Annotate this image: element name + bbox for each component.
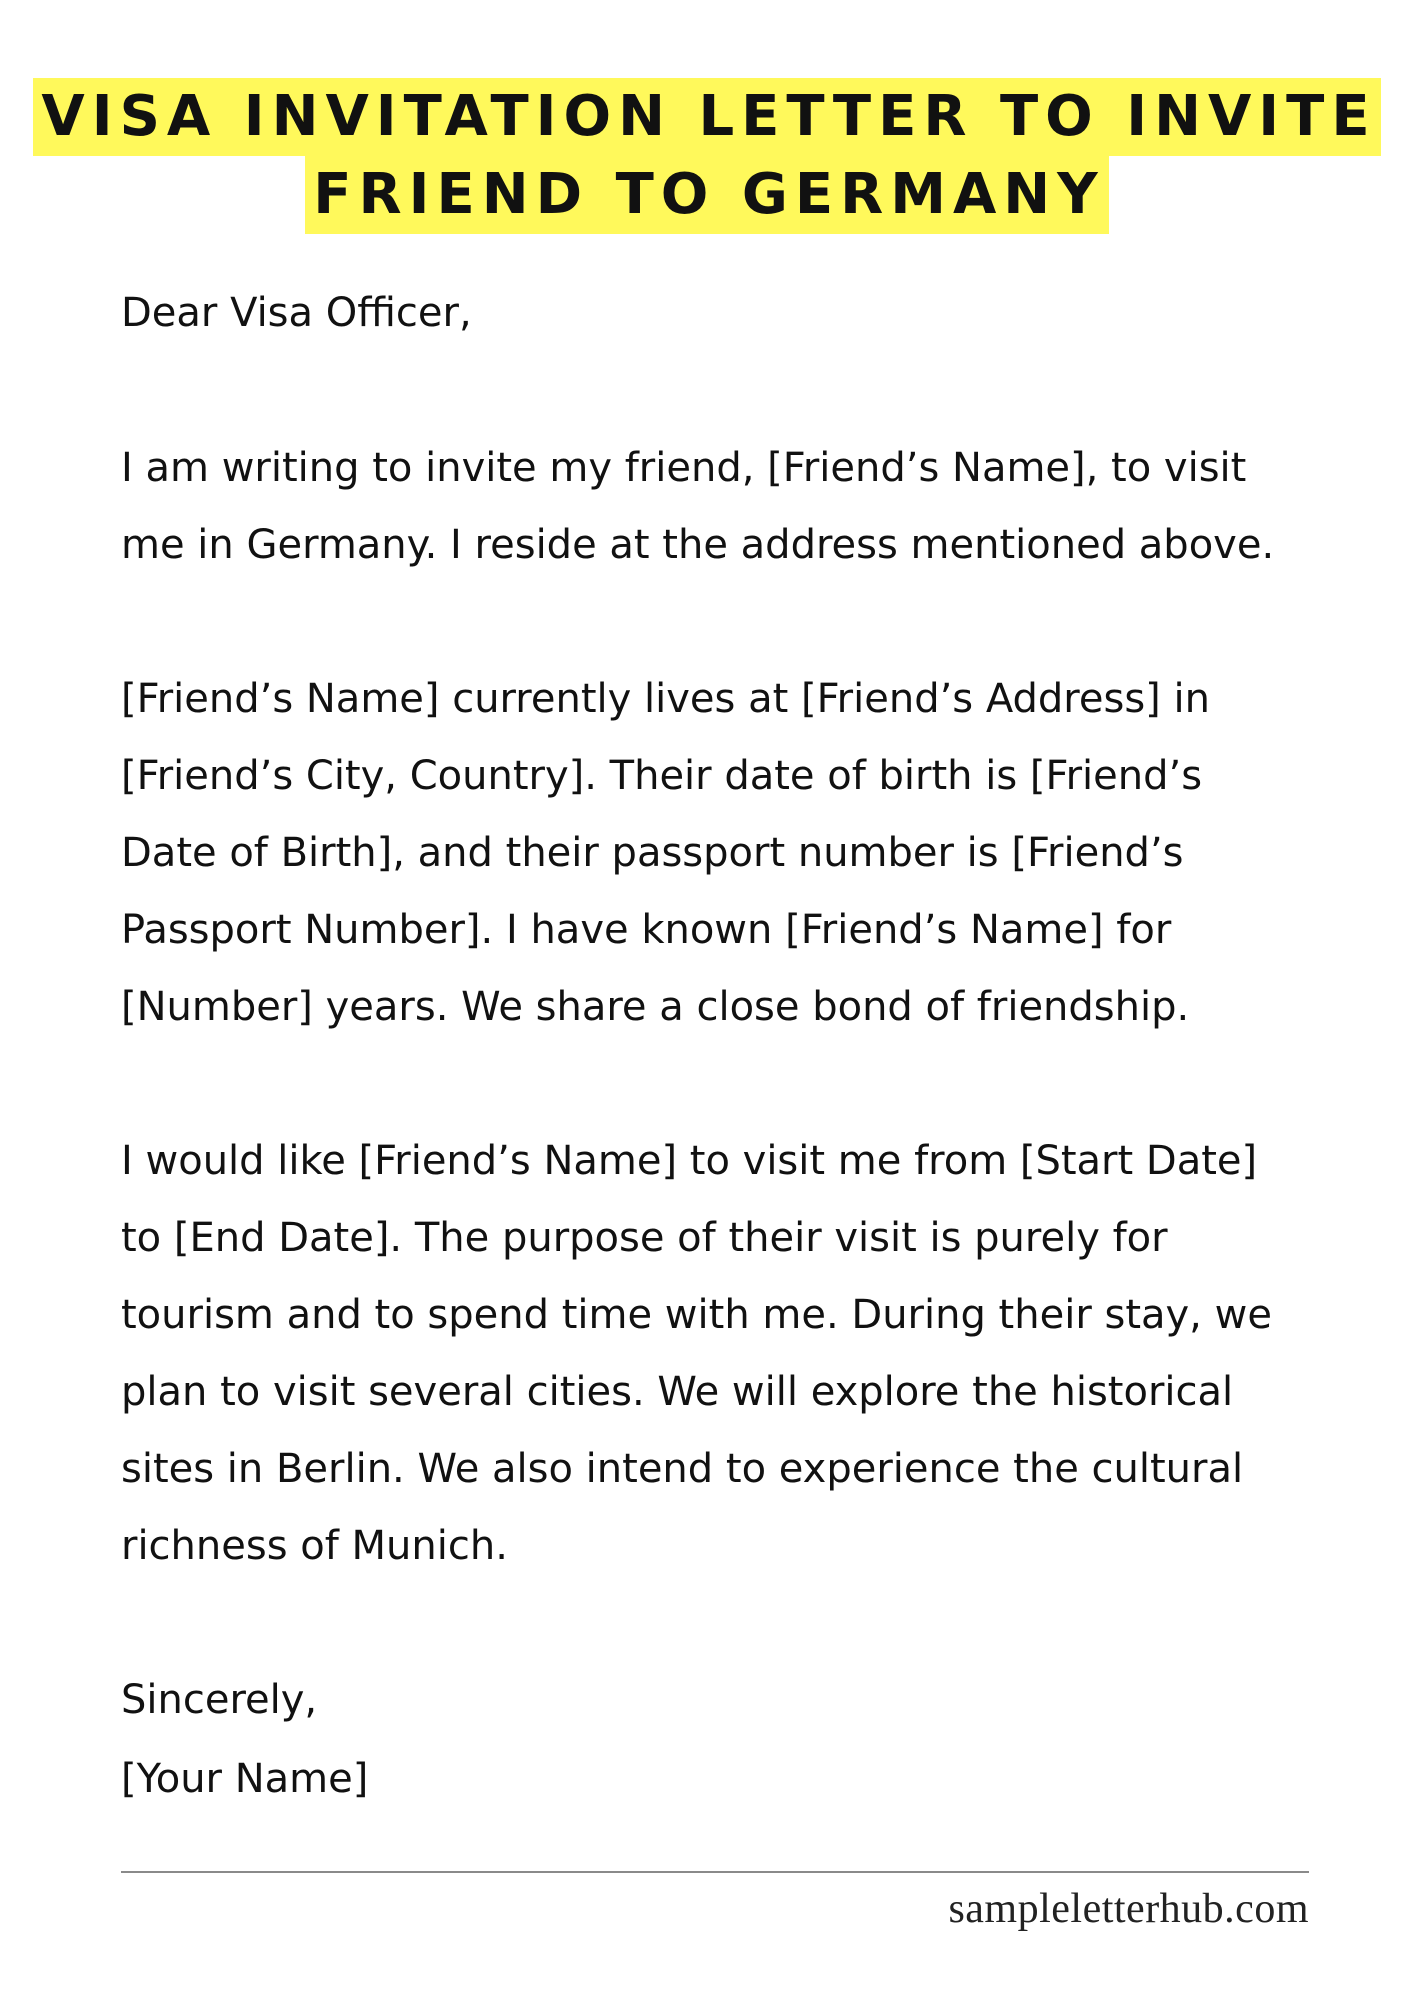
salutation: Dear Visa Officer, bbox=[121, 290, 472, 336]
paragraph-line: Passport Number]. I have known [Friend’s Name] for bbox=[121, 907, 1172, 953]
paragraph-line: I would like [Friend’s Name] to visit me from [Start Date] bbox=[121, 1138, 1258, 1184]
title-line-1: VISA INVITATION LETTER TO INVITE bbox=[33, 78, 1380, 156]
paragraph-line: sites in Berlin. We also intend to experience the cultural bbox=[121, 1446, 1244, 1492]
closing: Sincerely, bbox=[121, 1677, 318, 1723]
footer-divider bbox=[121, 1871, 1309, 1873]
paragraph-line: me in Germany. I reside at the address mentioned above. bbox=[121, 522, 1275, 568]
paragraph-line: Date of Birth], and their passport number is [Friend’s bbox=[121, 830, 1184, 876]
paragraph-line: I am writing to invite my friend, [Friend’s Name], to visit bbox=[121, 445, 1247, 491]
paragraph-line: plan to visit several cities. We will explore the historical bbox=[121, 1369, 1234, 1415]
footer-website: sampleletterhub.com bbox=[948, 1886, 1309, 1932]
paragraph-line: tourism and to spend time with me. During their stay, we bbox=[121, 1292, 1272, 1338]
paragraph-visit-plan bbox=[121, 1123, 1341, 1585]
paragraph-friend-details bbox=[121, 661, 1341, 1046]
signature-name: [Your Name] bbox=[121, 1756, 369, 1802]
paragraph-line: [Friend’s Name] currently lives at [Friend’s Address] in bbox=[121, 676, 1210, 722]
paragraph-line: richness of Munich. bbox=[121, 1523, 508, 1569]
paragraph-line: to [End Date]. The purpose of their visit is purely for bbox=[121, 1215, 1168, 1261]
page-title bbox=[0, 78, 1414, 234]
title-line-2: FRIEND TO GERMANY bbox=[305, 156, 1108, 234]
paragraph-line: [Number] years. We share a close bond of friendship. bbox=[121, 984, 1190, 1030]
paragraph-intro bbox=[121, 430, 1341, 584]
paragraph-line: [Friend’s City, Country]. Their date of birth is [Friend’s bbox=[121, 753, 1203, 799]
